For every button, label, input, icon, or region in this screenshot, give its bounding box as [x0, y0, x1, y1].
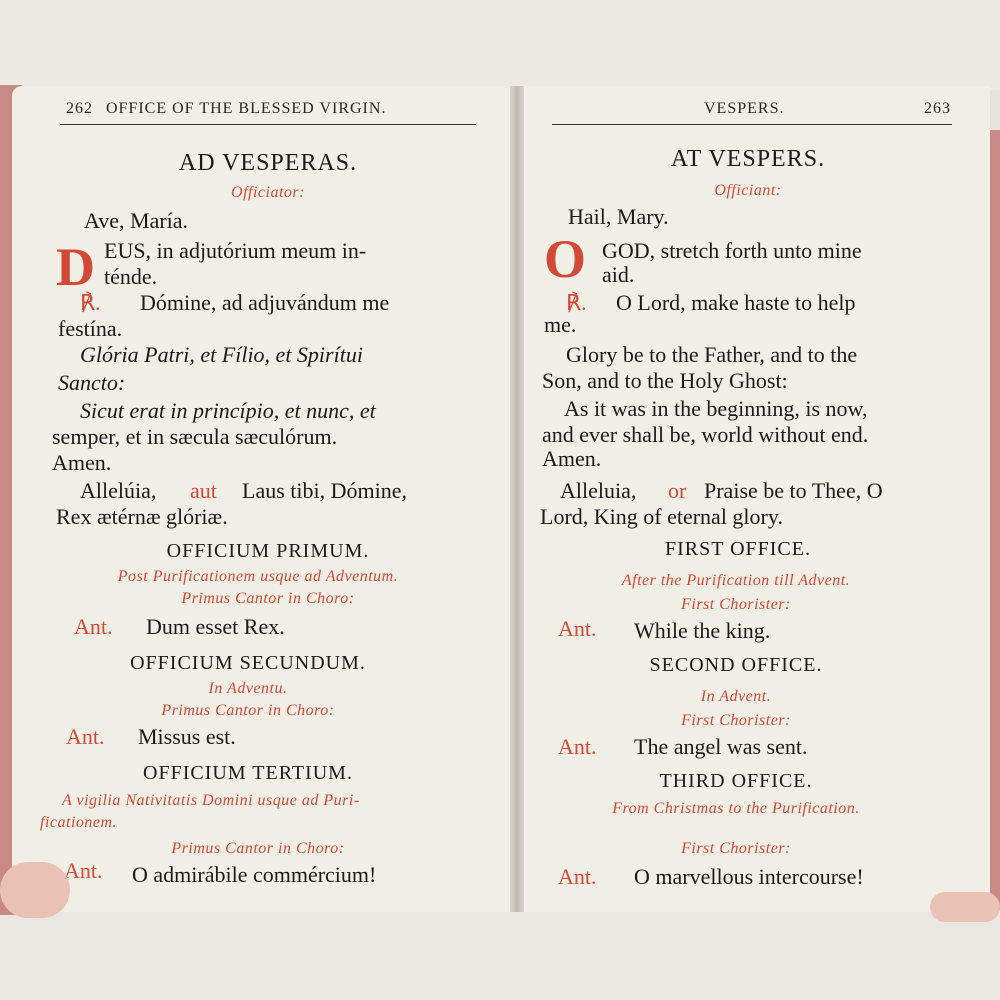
right-lord-line2: me.: [544, 312, 577, 337]
left-gloria-line2: Sancto:: [58, 370, 126, 395]
right-hail: Hail, Mary.: [568, 204, 669, 229]
right-drop-cap: O: [544, 229, 587, 289]
right-officiant-label: Officiant:: [714, 182, 782, 199]
left-alleluia-a: Allelúia,: [80, 478, 157, 503]
left-office3-title: OFFICIUM TERTIUM.: [143, 762, 353, 784]
right-title: AT VESPERS.: [670, 146, 826, 172]
right-office3-cantor: First Chorister:: [681, 840, 791, 857]
right-office3-ant-label: Ant.: [558, 864, 597, 889]
left-office3-rubric-line2: ficationem.: [40, 814, 118, 831]
left-alleluia-line2: Rex ætérnæ glóriæ.: [56, 504, 228, 529]
right-office1-ant-label: Ant.: [558, 616, 597, 641]
right-alleluia-a: Alleluia,: [560, 478, 637, 503]
left-office1-ant: Dum esset Rex.: [146, 614, 285, 639]
right-office1-rubric: After the Purification till Advent.: [621, 572, 851, 589]
right-alleluia-b: Praise be to Thee, O: [704, 478, 883, 503]
left-domine-line2: festína.: [58, 316, 123, 341]
left-sicut-line1: Sicut erat in princípio, et nunc, et: [80, 398, 376, 423]
background-top: [0, 0, 1000, 90]
left-thumb: [0, 862, 70, 918]
right-office1-title: FIRST OFFICE.: [664, 538, 811, 560]
left-drop-cap: D: [56, 237, 95, 297]
right-amen: Amen.: [542, 446, 602, 471]
right-god-line1: GOD, stretch forth unto mine: [602, 238, 862, 263]
right-thumb: [930, 892, 1000, 922]
left-domine-line1: Dómine, ad adjuvándum me: [140, 290, 390, 315]
left-office3-ant: O admirábile commércium!: [132, 862, 377, 887]
right-running-header: VESPERS.: [704, 100, 785, 117]
background-bottom: [0, 910, 1000, 1000]
right-asit-line1: As it was in the beginning, is now,: [564, 396, 868, 421]
left-running-header: OFFICE OF THE BLESSED VIRGIN.: [106, 100, 387, 117]
left-office3-cantor: Primus Cantor in Choro:: [171, 840, 345, 857]
right-alleluia-or: or: [668, 478, 687, 503]
right-glory-line1: Glory be to the Father, and to the: [566, 342, 858, 367]
right-response-mark: ℟.: [566, 290, 587, 315]
left-amen: Amen.: [52, 450, 112, 475]
right-glory-line2: Son, and to the Holy Ghost:: [542, 368, 788, 393]
right-asit-line2: and ever shall be, world without end.: [542, 422, 869, 447]
left-ave: Ave, María.: [84, 208, 189, 233]
left-deus-line1: EUS, in adjutórium meum in-: [104, 238, 367, 263]
right-page-number: 263: [924, 100, 951, 117]
left-sicut-line2: semper, et in sæcula sæculórum.: [52, 424, 338, 449]
left-alleluia-b: Laus tibi, Dómine,: [242, 478, 407, 503]
right-office2-ant: The angel was sent.: [634, 734, 808, 759]
left-office1-rubric: Post Purificationem usque ad Adventum.: [117, 568, 399, 585]
right-office3-rubric: From Christmas to the Purification.: [612, 800, 860, 817]
left-officiant-label: Officiator:: [231, 184, 305, 201]
left-page-number: 262: [66, 100, 93, 117]
left-office2-ant: Missus est.: [138, 724, 236, 749]
right-office2-cantor: First Chorister:: [681, 712, 791, 729]
left-office2-ant-label: Ant.: [66, 724, 105, 749]
left-office1-cantor: Primus Cantor in Choro:: [181, 590, 355, 607]
left-gloria-line1: Glória Patri, et Fílio, et Spirítui: [80, 342, 363, 367]
left-response-mark: ℟.: [80, 290, 101, 315]
left-office3-rubric-line1: A vigilia Nativitatis Domini usque ad Puri-: [62, 792, 360, 809]
left-office2-cantor: Primus Cantor in Choro:: [161, 702, 335, 719]
right-god-line2: aid.: [602, 262, 635, 287]
right-office2-ant-label: Ant.: [558, 734, 597, 759]
right-office1-cantor: First Chorister:: [681, 596, 791, 613]
right-lord-line1: O Lord, make haste to help: [616, 290, 856, 315]
right-alleluia-line2: Lord, King of eternal glory.: [540, 504, 783, 529]
left-office2-rubric: In Adventu.: [208, 680, 288, 697]
book-gutter: [510, 86, 524, 912]
left-office3-ant-label: Ant.: [64, 858, 103, 883]
left-title: AD VESPERAS.: [178, 150, 358, 176]
right-office3-ant: O marvellous intercourse!: [634, 864, 864, 889]
left-office2-title: OFFICIUM SECUNDUM.: [130, 652, 366, 674]
right-header-rule: [552, 124, 952, 125]
left-deus-line2: ténde.: [104, 264, 158, 289]
left-office1-ant-label: Ant.: [74, 614, 113, 639]
right-office2-title: SECOND OFFICE.: [649, 654, 823, 676]
right-office1-ant: While the king.: [634, 618, 771, 643]
right-office2-rubric: In Advent.: [700, 688, 772, 705]
right-office3-title: THIRD OFFICE.: [659, 770, 813, 792]
left-header-rule: [60, 124, 476, 125]
left-alleluia-aut: aut: [190, 478, 217, 503]
left-office1-title: OFFICIUM PRIMUM.: [166, 540, 370, 562]
